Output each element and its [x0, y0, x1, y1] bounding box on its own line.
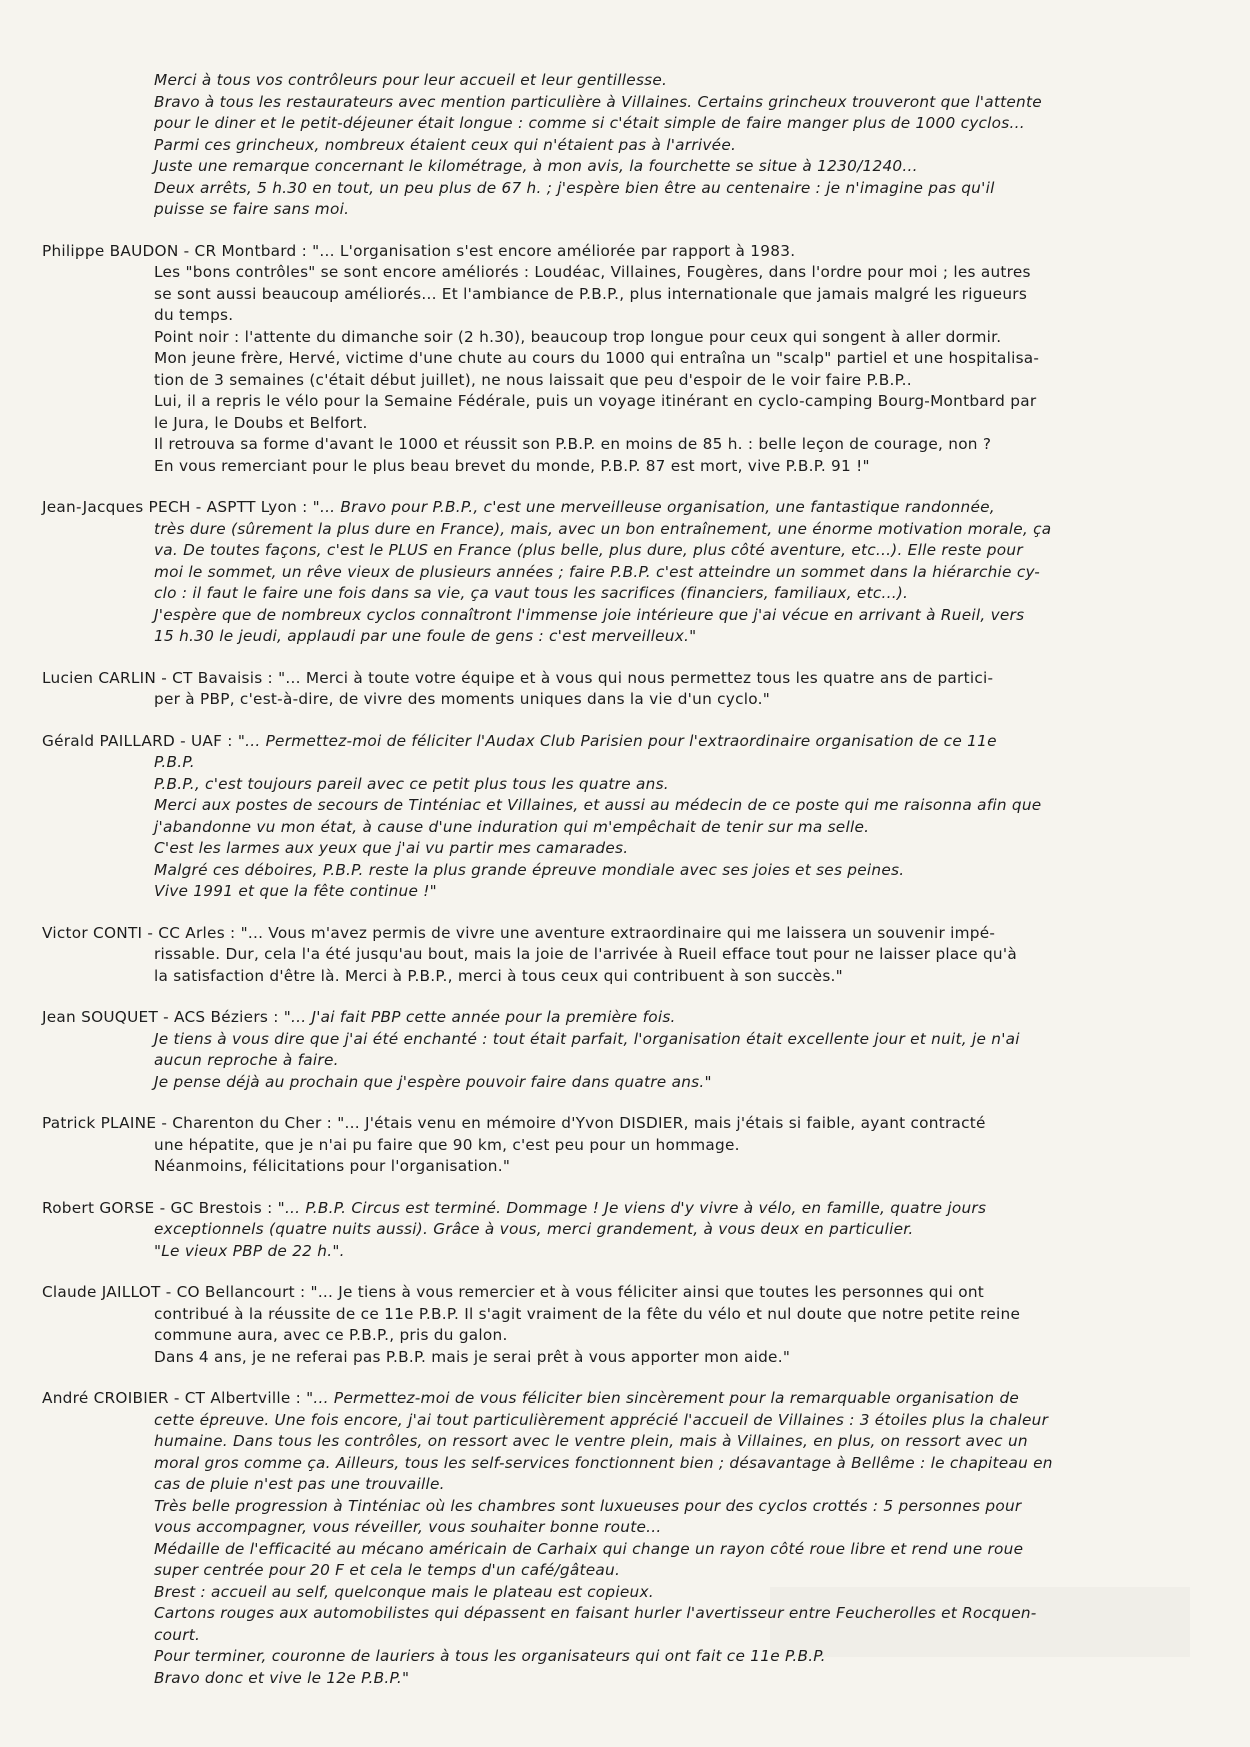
- text-line: [42, 284, 1204, 306]
- testimonial-entry: [42, 241, 1204, 478]
- testimonial-entry: [42, 731, 1204, 903]
- line-text: "... J'étais venu en mémoire d'Yvon DISDIER, mais j'étais si faible, ayant contracté: [337, 1114, 986, 1132]
- line-text: "... L'organisation s'est encore améliorée par rapport à 1983.: [312, 241, 796, 260]
- line-text: J'espère que de nombreux cyclos connaîtront l'immense joie intérieure que j'ai vécue en arrivant à Rueil, vers: [154, 605, 1025, 624]
- line-text: Juste une remarque concernant le kilométrage, à mon avis, la fourchette se situe à 1230/1240...: [154, 157, 918, 175]
- testimonial-entry: [42, 923, 1204, 988]
- text-line: [42, 1431, 1204, 1453]
- text-line: [42, 731, 1204, 753]
- text-line: [42, 1453, 1204, 1475]
- line-text: Deux arrêts, 5 h.30 en tout, un peu plus de 67 h. ; j'espère bien être au centenaire : je n'imagine pas qu'il: [154, 178, 995, 197]
- line-text: "... Je tiens à vous remercier et à vous féliciter ainsi que toutes les personnes qui ont: [310, 1283, 985, 1301]
- text-line: [42, 348, 1204, 370]
- author-name: Gérald PAILLARD - UAF :: [42, 731, 238, 750]
- text-line: [42, 1582, 1204, 1604]
- text-line: [42, 1029, 1204, 1051]
- text-line: [42, 456, 1204, 478]
- testimonial-list: [42, 70, 1204, 1709]
- text-line: [42, 540, 1204, 562]
- text-line: [42, 135, 1204, 157]
- line-text: Très belle progression à Tinténiac où les chambres sont luxueuses pour des cyclos crottés : 5 personnes pour: [154, 1496, 1022, 1515]
- line-text: cas de pluie n'est pas une trouvaille.: [154, 1475, 445, 1493]
- line-text: super centrée pour 20 F et cela le temps d'un café/gâteau.: [154, 1561, 621, 1579]
- text-line: [42, 113, 1204, 135]
- text-line: [42, 838, 1204, 860]
- text-line: [42, 1517, 1204, 1539]
- line-text: Mon jeune frère, Hervé, victime d'une chute au cours du 1000 qui entraîna un "scalp" partiel et une hospitalisa-: [154, 349, 1040, 367]
- line-text: va. De toutes façons, c'est le PLUS en France (plus belle, plus dure, plus côté aventure, etc...). Elle reste pour: [154, 541, 1023, 559]
- text-line: [42, 1050, 1204, 1072]
- line-text: "... J'ai fait PBP cette année pour la première fois.: [283, 1008, 676, 1026]
- line-text: commune aura, avec ce P.B.P., pris du galon.: [154, 1326, 508, 1344]
- text-line: [42, 305, 1204, 327]
- text-line: [42, 774, 1204, 796]
- text-line: [42, 1156, 1204, 1178]
- line-text: Dans 4 ans, je ne referai pas P.B.P. mais je serai prêt à vous apporter mon aide.": [154, 1347, 791, 1366]
- text-line: [42, 1304, 1204, 1326]
- text-line: [42, 668, 1204, 690]
- text-line: [42, 391, 1204, 413]
- line-text: Bravo donc et vive le 12e P.B.P.": [154, 1668, 410, 1687]
- text-line: [42, 1668, 1204, 1690]
- text-line: [42, 434, 1204, 456]
- text-line: [42, 1539, 1204, 1561]
- author-name: Claude JAILLOT - CO Bellancourt :: [42, 1283, 311, 1301]
- testimonial-entry: [42, 497, 1204, 648]
- line-text: du temps.: [154, 306, 234, 324]
- author-name: Jean SOUQUET - ACS Béziers :: [42, 1008, 284, 1026]
- line-text: "... P.B.P. Circus est terminé. Dommage ! Je viens d'y vivre à vélo, en famille, quatre jours: [277, 1198, 987, 1217]
- line-text: 15 h.30 le jeudi, applaudi par une foule de gens : c'est merveilleux.": [154, 627, 697, 645]
- text-line: [42, 1282, 1204, 1304]
- line-text: Néanmoins, félicitations pour l'organisation.": [154, 1157, 511, 1175]
- text-line: [42, 1646, 1204, 1668]
- text-line: [42, 1325, 1204, 1347]
- line-text: Il retrouva sa forme d'avant le 1000 et réussit son P.B.P. en moins de 85 h. : belle leçon de courage, non ?: [154, 435, 992, 453]
- text-line: [42, 262, 1204, 284]
- line-text: Parmi ces grincheux, nombreux étaient ceux qui n'étaient pas à l'arrivée.: [154, 135, 737, 154]
- testimonial-entry: [42, 668, 1204, 711]
- author-name: André CROIBIER - CT Albertville :: [42, 1389, 307, 1407]
- testimonial-entry: [42, 1388, 1204, 1689]
- text-line: [42, 178, 1204, 200]
- line-text: "... Permettez-moi de vous féliciter bien sincèrement pour la remarquable organisation de: [306, 1389, 1020, 1407]
- line-text: tion de 3 semaines (c'était début juillet), ne nous laissait que peu d'espoir de le voir faire P.B.P..: [154, 370, 912, 389]
- text-line: [42, 1072, 1204, 1094]
- line-text: Médaille de l'efficacité au mécano américain de Carhaix qui change un rayon côté roue libre et rend une roue: [154, 1539, 1024, 1558]
- line-text: "... Bravo pour P.B.P., c'est une merveilleuse organisation, une fantastique randonnée,: [312, 498, 995, 516]
- line-text: humaine. Dans tous les contrôles, on ressort avec le ventre plein, mais à Villaines, en plus, on ressort avec un: [154, 1432, 1028, 1450]
- text-line: [42, 923, 1204, 945]
- line-text: "Le vieux PBP de 22 h.".: [154, 1241, 345, 1260]
- line-text: Bravo à tous les restaurateurs avec mention particulière à Villaines. Certains grincheux trouveront que l'attente: [154, 92, 1042, 111]
- text-line: [42, 1135, 1204, 1157]
- testimonial-entry: [42, 1113, 1204, 1178]
- text-line: [42, 817, 1204, 839]
- text-line: [42, 605, 1204, 627]
- text-line: [42, 881, 1204, 903]
- line-text: P.B.P., c'est toujours pareil avec ce petit plus tous les quatre ans.: [154, 774, 669, 793]
- line-text: moi le sommet, un rêve vieux de plusieurs années ; faire P.B.P. c'est atteindre un sommet dans la hiérarchie cy-: [154, 562, 1041, 581]
- testimonial-entry: [42, 1198, 1204, 1263]
- line-text: se sont aussi beaucoup améliorés... Et l'ambiance de P.B.P., plus internationale que jamais malgré les rigueurs: [154, 284, 1028, 303]
- line-text: Cartons rouges aux automobilistes qui dépassent en faisant hurler l'avertisseur entre Feucherolles et Rocquen-: [154, 1604, 1037, 1622]
- line-text: très dure (sûrement la plus dure en France), mais, avec un bon entraînement, une énorme motivation morale, ça: [154, 519, 1052, 538]
- text-line: [42, 795, 1204, 817]
- author-name: Jean-Jacques PECH - ASPTT Lyon :: [42, 498, 313, 516]
- author-name: Patrick PLAINE - Charenton du Cher :: [42, 1114, 338, 1132]
- line-text: C'est les larmes aux yeux que j'ai vu partir mes camarades.: [154, 839, 629, 857]
- text-line: [42, 966, 1204, 988]
- text-line: [42, 1560, 1204, 1582]
- text-line: [42, 519, 1204, 541]
- text-line: [42, 1198, 1204, 1220]
- text-line: [42, 241, 1204, 263]
- line-text: "... Vous m'avez permis de vivre une aventure extraordinaire qui me laissera un souvenir impé-: [240, 923, 996, 942]
- author-name: Lucien CARLIN - CT Bavaisis :: [42, 668, 279, 687]
- line-text: court.: [154, 1625, 201, 1644]
- line-text: Brest : accueil au self, quelconque mais le plateau est copieux.: [154, 1582, 654, 1601]
- line-text: vous accompagner, vous réveiller, vous souhaiter bonne route...: [154, 1518, 662, 1536]
- line-text: Merci à tous vos contrôleurs pour leur accueil et leur gentillesse.: [154, 71, 668, 89]
- line-text: le Jura, le Doubs et Belfort.: [154, 413, 368, 432]
- text-line: [42, 1219, 1204, 1241]
- text-line: [42, 327, 1204, 349]
- line-text: exceptionnels (quatre nuits aussi). Grâce à vous, merci grandement, à vous deux en particulier.: [154, 1220, 914, 1238]
- line-text: puisse se faire sans moi.: [154, 200, 350, 218]
- line-text: Malgré ces déboires, P.B.P. reste la plus grande épreuve mondiale avec ses joies et ses peines.: [154, 860, 905, 879]
- text-line: [42, 370, 1204, 392]
- text-line: [42, 156, 1204, 178]
- line-text: Je pense déjà au prochain que j'espère pouvoir faire dans quatre ans.": [154, 1072, 712, 1091]
- author-name: Victor CONTI - CC Arles :: [42, 923, 241, 942]
- testimonial-entry: [42, 1007, 1204, 1093]
- line-text: Les "bons contrôles" se sont encore améliorés : Loudéac, Villaines, Fougères, dans l'ordre pour moi ; les autres: [154, 263, 1031, 281]
- text-line: [42, 1625, 1204, 1647]
- text-line: [42, 689, 1204, 711]
- text-line: [42, 1496, 1204, 1518]
- line-text: Pour terminer, couronne de lauriers à tous les organisateurs qui ont fait ce 11e P.B.P.: [154, 1647, 826, 1665]
- line-text: P.B.P.: [154, 753, 195, 771]
- line-text: clo : il faut le faire une fois dans sa vie, ça vaut tous les sacrifices (financiers, familiaux, etc...).: [154, 584, 909, 602]
- testimonial-entry: [42, 1282, 1204, 1368]
- text-line: [42, 1603, 1204, 1625]
- text-line: [42, 944, 1204, 966]
- text-line: [42, 1007, 1204, 1029]
- line-text: "... Permettez-moi de féliciter l'Audax Club Parisien pour l'extraordinaire organisation de ce 11e: [237, 731, 997, 750]
- line-text: aucun reproche à faire.: [154, 1051, 339, 1069]
- author-name: Philippe BAUDON - CR Montbard :: [42, 241, 313, 260]
- line-text: Point noir : l'attente du dimanche soir (2 h.30), beaucoup trop longue pour ceux qui songent à aller dormir.: [154, 327, 1002, 346]
- line-text: cette épreuve. Une fois encore, j'ai tout particulièrement apprécié l'accueil de Villaines : 3 étoiles plus la chaleur: [154, 1410, 1049, 1429]
- text-line: [42, 1241, 1204, 1263]
- line-text: j'abandonne vu mon état, à cause d'une induration qui m'empêchait de tenir sur ma selle.: [154, 817, 870, 836]
- line-text: Merci aux postes de secours de Tinténiac et Villaines, et aussi au médecin de ce poste qui me raisonna afin que: [154, 796, 1042, 814]
- text-line: [42, 626, 1204, 648]
- line-text: En vous remerciant pour le plus beau brevet du monde, P.B.P. 87 est mort, vive P.B.P. 91 !": [154, 456, 870, 475]
- text-line: [42, 1388, 1204, 1410]
- text-line: [42, 92, 1204, 114]
- intro-paragraph: [42, 70, 1204, 221]
- line-text: Je tiens à vous dire que j'ai été enchanté : tout était parfait, l'organisation était excellente jour et nuit, je n'ai: [154, 1029, 1020, 1048]
- text-line: [42, 752, 1204, 774]
- text-line: [42, 199, 1204, 221]
- text-line: [42, 583, 1204, 605]
- line-text: contribué à la réussite de ce 11e P.B.P. Il s'agit vraiment de la fête du vélo et nul doute que notre petite reine: [154, 1304, 1021, 1323]
- text-line: [42, 413, 1204, 435]
- text-line: [42, 1347, 1204, 1369]
- line-text: la satisfaction d'être là. Merci à P.B.P., merci à tous ceux qui contribuent à son succès.": [154, 966, 843, 985]
- line-text: "... Merci à toute votre équipe et à vous qui nous permettez tous les quatre ans de partici-: [278, 668, 994, 687]
- line-text: moral gros comme ça. Ailleurs, tous les self-services fonctionnent bien ; désavantage à Bellême : le chapiteau en: [154, 1453, 1053, 1472]
- text-line: [42, 562, 1204, 584]
- text-line: [42, 860, 1204, 882]
- line-text: Vive 1991 et que la fête continue !": [154, 882, 437, 900]
- line-text: rissable. Dur, cela l'a été jusqu'au bout, mais la joie de l'arrivée à Rueil efface tout pour ne laisser place qu'à: [154, 945, 1017, 963]
- line-text: per à PBP, c'est-à-dire, de vivre des moments uniques dans la vie d'un cyclo.": [154, 690, 770, 708]
- author-name: Robert GORSE - GC Brestois :: [42, 1198, 278, 1217]
- text-line: [42, 497, 1204, 519]
- text-line: [42, 1113, 1204, 1135]
- text-line: [42, 1474, 1204, 1496]
- line-text: une hépatite, que je n'ai pu faire que 90 km, c'est peu pour un hommage.: [154, 1135, 740, 1154]
- text-line: [42, 1410, 1204, 1432]
- line-text: pour le diner et le petit-déjeuner était longue : comme si c'était simple de faire manger plus de 1000 cyclos...: [154, 114, 1025, 132]
- line-text: Lui, il a repris le vélo pour la Semaine Fédérale, puis un voyage itinérant en cyclo-camping Bourg-Montbard par: [154, 392, 1037, 410]
- text-line: [42, 70, 1204, 92]
